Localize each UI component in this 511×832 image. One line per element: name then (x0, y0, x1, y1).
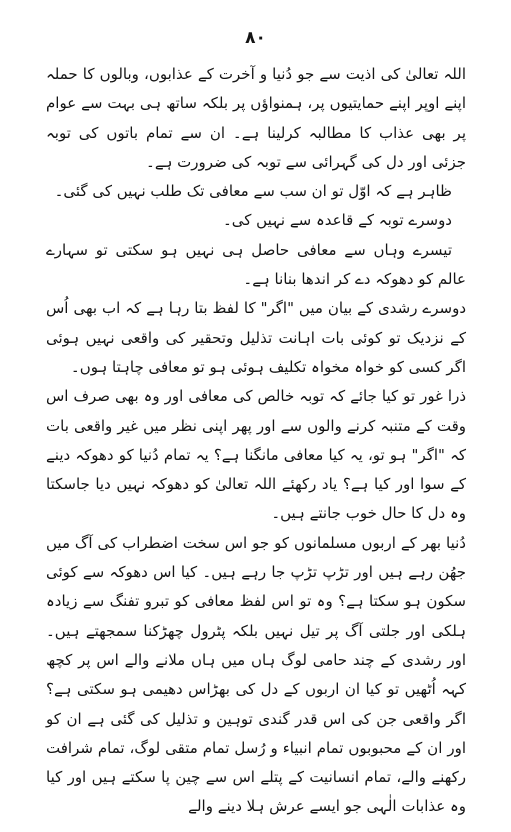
paragraph-5: دوسرے رشدی کے بیان میں "اگر" کا لفظ بتا رہا ہے کہ اب بھی اُس کے نزدیک تو کوئی بات اہانت تذلیل وتحقیر کی واقعی نہیں ہوئی اگر کسی کو خواہ مخواہ تکلیف ہوئی ہو تو معافی چاہتا ہوں۔ (46, 299, 466, 376)
paragraph-2: ظاہر ہے کہ اوّل تو ان سب سے معافی تک طلب نہیں کی گئی۔ (54, 182, 452, 201)
paragraph-4: تیسرے وہاں سے معافی حاصل ہی نہیں ہو سکتی تو سہارے عالم کو دھوکہ دے کر اندھا بنانا ہے۔ (46, 240, 466, 289)
paragraph-6: ذرا غور تو کیا جائے کہ توبہ خالص کی معافی اور وہ بھی صرف اس وقت کے متنبہ کرنے والوں سے اور پھر اپنی نظر میں غیر واقعی بات کہ "اگر" ہو تو، یہ کیا معافی مانگنا ہے؟ یہ تمام دُنیا کو دھوکہ دینے کے سوا اور کیا ہے؟ یاد رکھئے اللہ تعالیٰ کو دھوکہ نہیں دیا جاسکتا وہ دل کا حال خوب جانتے ہیں۔ (46, 387, 466, 523)
page-number: ۸۰ (245, 28, 266, 48)
paragraph-3: دوسرے توبہ کے قاعدہ سے نہیں کی۔ (222, 211, 452, 230)
body-text (46, 60, 466, 822)
paragraph-1: اللہ تعالیٰ کی اذیت سے جو دُنیا و آخرت کے عذابوں، وبالوں کا حملہ اپنے اوپر اپنے حمایتیوں پر، ہمنواؤں پر بلکہ ساتھ ہی بہت سے عوام پر بھی عذاب کا مطالبہ کرلینا ہے۔ ان سے تمام باتوں کی توبہ جزئی اور دل کی گہرائی سے توبہ کی ضرورت ہے۔ (46, 65, 466, 171)
paragraph-7: دُنیا بھر کے اربوں مسلمانوں کو جو اس سخت اضطراب کی آگ میں جھُن رہے ہیں اور تڑپ تڑپ جا رہے ہیں۔ کیا اس دھوکہ سے کوئی سکون ہو سکتا ہے؟ وہ تو اس لفظ معافی کو تبرو تفنگ سے زیادہ ہلکی اور جلتی آگ پر تیل نہیں بلکہ پٹرول چھڑکنا سمجھتے ہیں۔ اور رشدی کے چند حامی لوگ ہاں میں ہاں ملانے والے اس پر کچھ کہہ اُٹھیں تو کیا ان اربوں کے دل کی بھڑاس دھیمی ہو سکتی ہے؟ اگر واقعی جن کی اس قدر گندی توہین و تذلیل کی گئی ہے ان کو اور ان کے محبوبوں تمام انبیاء و رُسل تمام متقی لوگ، تمام شرافت رکھنے والے، تمام انسانیت کے پتلے اس سے چین پا سکتے ہیں اور کیا وہ عذابات الٰہی جو ایسے عرش ہلا دینے والے (46, 533, 466, 816)
